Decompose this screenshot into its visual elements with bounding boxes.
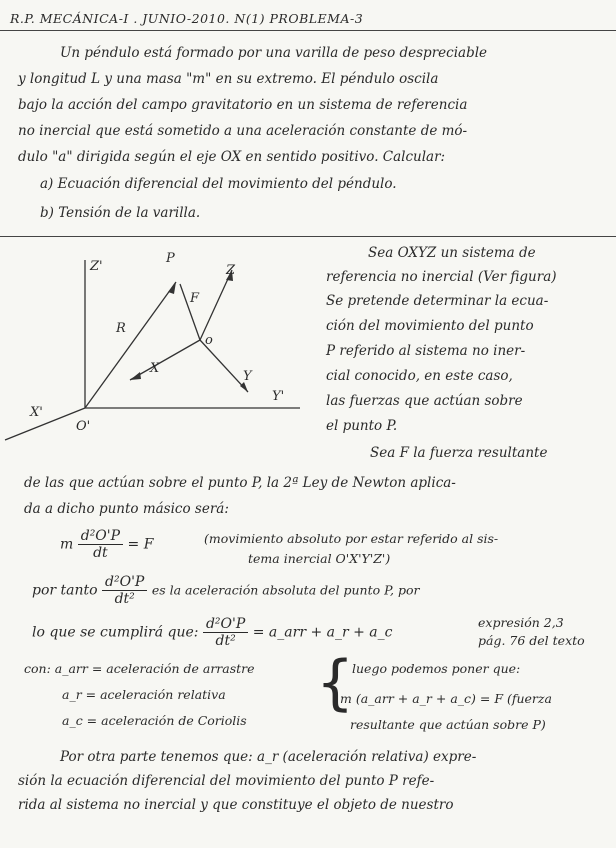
z-label: Z <box>226 263 236 278</box>
right-column-line: las fuerzas que actúan sobre <box>326 393 523 409</box>
eq1-note: tema inercial O'X'Y'Z') <box>248 551 391 566</box>
body-line: rida al sistema no inercial y que constituye el objeto de nuestro <box>18 797 454 813</box>
o-label: o <box>205 333 213 348</box>
statement-line: y longitud L y una masa "m" en su extremo. El péndulo oscila <box>18 71 439 87</box>
statement-line: dulo "a" dirigida según el eje OX en sentido positivo. Calcular: <box>18 149 446 165</box>
conclusion-line: luego podemos poner que: <box>352 661 521 676</box>
question-b: b) Tensión de la varilla. <box>40 205 201 221</box>
acceleration-sum-equation: lo que se cumplirá que: $\frac{\text{d²O'P}}{\text{dt²}}$ = a_arr + a_r + a_c <box>32 616 393 649</box>
absolute-acceleration-line: por tanto $\frac{\text{d²O'P}}{\text{dt²}}$ es la aceleración absoluta del punto P, por <box>32 574 420 607</box>
x-prime-axis <box>5 408 85 440</box>
x-label: X <box>150 361 160 376</box>
right-column-line: cial conocido, en este caso, <box>326 368 513 384</box>
eq3-note: pág. 76 del texto <box>478 633 585 648</box>
definition-line: con: a_arr = aceleración de arrastre <box>24 661 255 676</box>
r-label: R <box>116 321 126 336</box>
definition-line: a_c = aceleración de Coriolis <box>62 713 247 728</box>
body-line: sión la ecuación diferencial del movimiento del punto P refe- <box>18 773 435 789</box>
eq3-note: expresión 2,3 <box>478 615 564 630</box>
f-label: F <box>190 291 200 306</box>
x-prime-label: X' <box>30 405 43 420</box>
z-axis <box>200 270 232 340</box>
body-line: da a dicho punto másico será: <box>24 501 229 517</box>
left-brace: { <box>316 648 355 718</box>
section-rule <box>0 236 616 237</box>
conclusion-line: resultante que actúan sobre P) <box>350 717 546 732</box>
definition-line: a_r = aceleración relativa <box>62 687 226 702</box>
right-column-line: P referido al sistema no iner- <box>326 343 526 359</box>
right-column-line: Sea OXYZ un sistema de <box>368 245 536 261</box>
p-arrowhead <box>168 282 176 294</box>
y-prime-label: Y' <box>272 389 285 404</box>
statement-line: no inercial que está sometido a una aceleración constante de mó- <box>18 123 468 139</box>
x-arrowhead <box>130 372 141 380</box>
conclusion-line: m (a_arr + a_r + a_c) = F (fuerza <box>340 691 552 706</box>
body-line: Por otra parte tenemos que: a_r (aceleración relativa) expre- <box>60 749 477 765</box>
eq1-note: (movimiento absoluto por estar referido al sis- <box>204 531 499 546</box>
z-prime-label: Z' <box>90 259 103 274</box>
right-column-line: Se pretende determinar la ecua- <box>326 293 549 309</box>
question-a: a) Ecuación diferencial del movimiento del péndulo. <box>40 176 397 192</box>
right-column-line: Sea F la fuerza resultante <box>370 445 548 461</box>
newton-equation: m $\frac{\text{d²O'P}}{dt}$ = F <box>60 528 154 561</box>
pendulum-diagram <box>0 240 320 450</box>
right-column-line: referencia no inercial (Ver figura) <box>326 269 557 285</box>
body-line: de las que actúan sobre el punto P, la 2ª Ley de Newton aplica- <box>24 475 456 491</box>
page-header: R.P. MECÁNICA-I . JUNIO-2010. N(1) PROBLEMA-3 <box>10 11 364 26</box>
header-rule <box>0 30 616 31</box>
x-axis <box>130 340 200 380</box>
right-column-line: el punto P. <box>326 418 398 434</box>
y-label: Y <box>243 369 252 384</box>
r-vector <box>85 282 176 408</box>
statement-line: bajo la acción del campo gravitatorio en un sistema de referencia <box>18 97 468 113</box>
o-prime-label: O' <box>76 419 91 434</box>
right-column-line: ción del movimiento del punto <box>326 318 534 334</box>
statement-line: Un péndulo está formado por una varilla de peso despreciable <box>60 45 488 61</box>
p-label: P <box>166 251 175 266</box>
